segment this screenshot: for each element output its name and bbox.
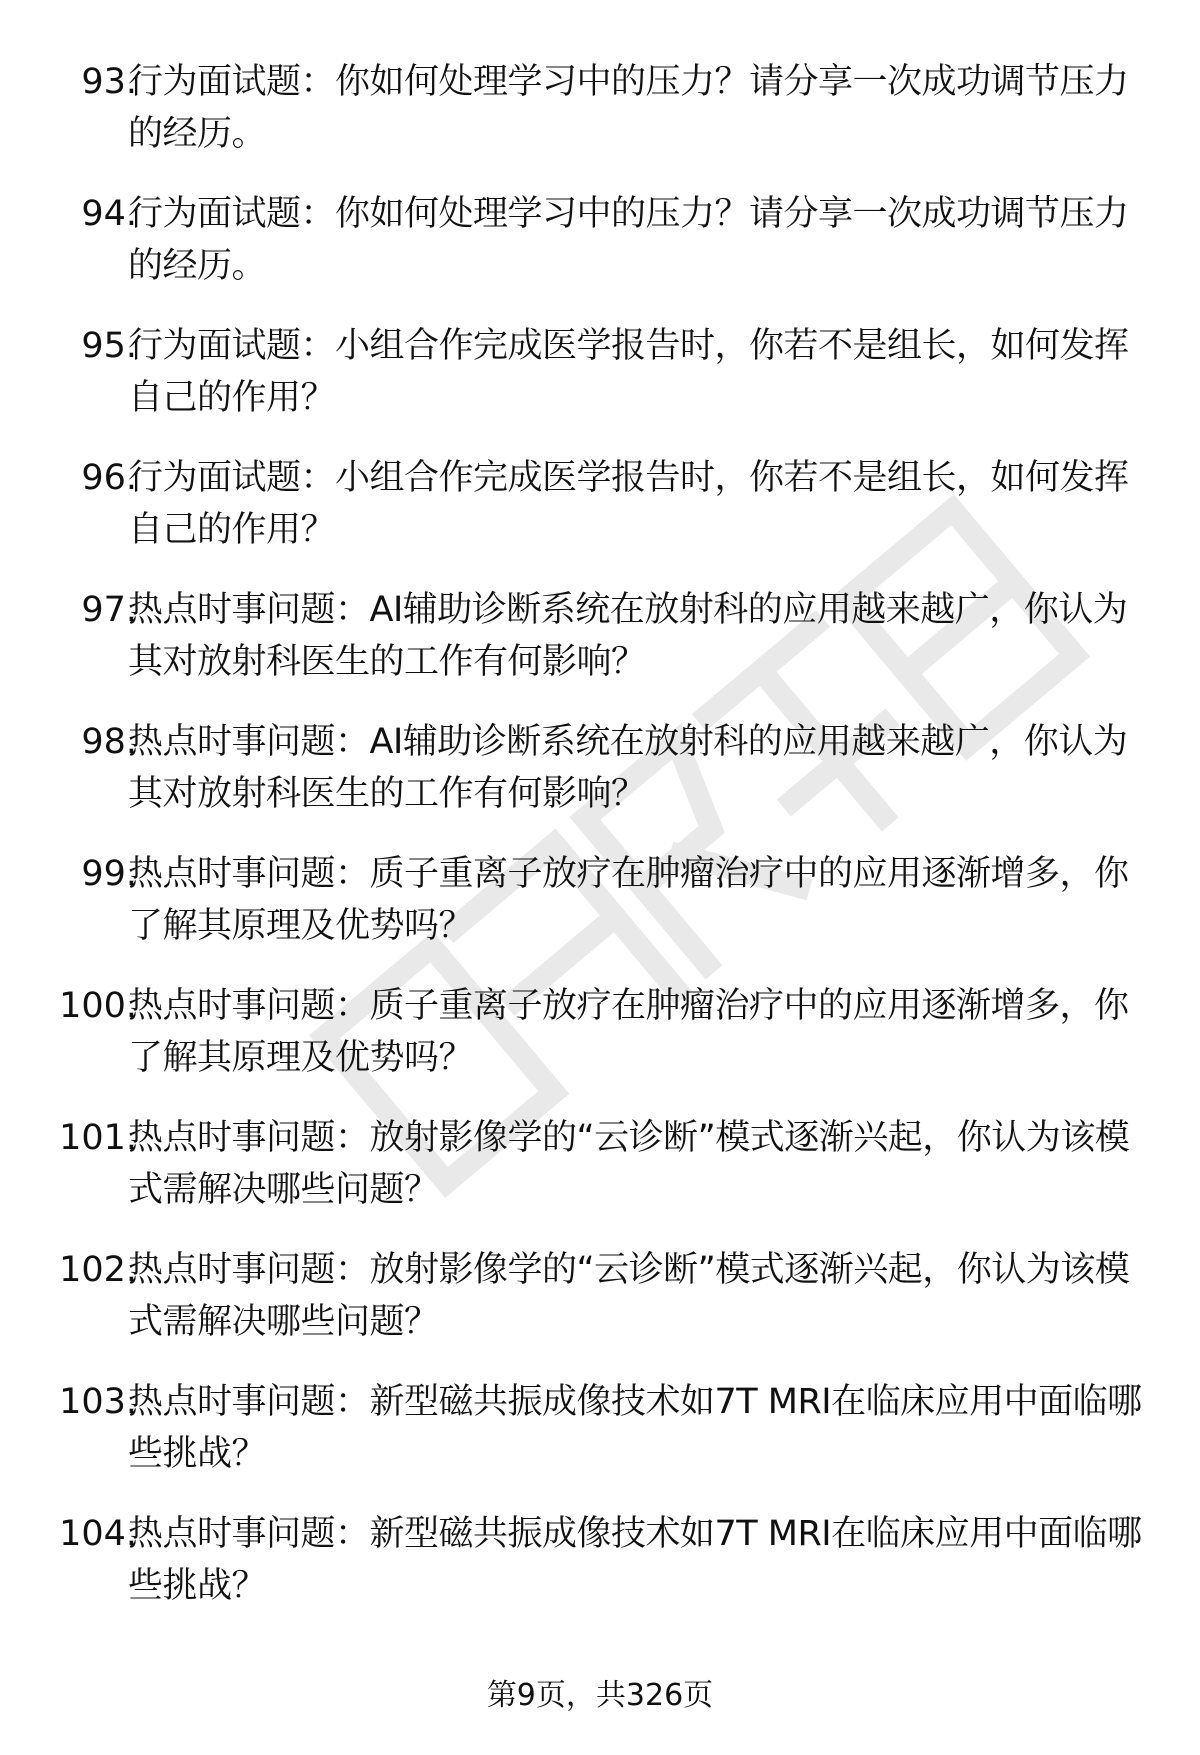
list-item [0,848,1200,980]
list-item [0,1244,1200,1376]
question-number: 98. [81,722,137,762]
list-item [0,584,1200,716]
question-text: 行为面试题：你如何处理学习中的压力？请分享一次成功调节压力的经历。 [128,62,1129,154]
question-text: 行为面试题：小组合作完成医学报告时，你若不是组长，如何发挥自己的作用？ [128,326,1129,418]
question-text: 热点时事问题：AI辅助诊断系统在放射科的应用越来越广，你认为其对放射科医生的工作有何影响？ [128,722,1128,814]
question-text: 热点时事问题：放射影像学的“云诊断”模式逐渐兴起，你认为该模式需解决哪些问题？ [128,1118,1130,1210]
list-item [0,56,1200,188]
list-item [0,188,1200,320]
question-number: 93. [81,62,137,102]
question-text: 行为面试题：小组合作完成医学报告时，你若不是组长，如何发挥自己的作用？ [128,458,1129,550]
list-item [0,452,1200,584]
list-item [0,1112,1200,1244]
question-number: 102. [59,1250,137,1290]
question-number: 103. [59,1382,137,1422]
question-number: 101. [59,1118,137,1158]
question-number: 94. [81,194,137,234]
list-item [0,1376,1200,1508]
question-text: 热点时事问题：质子重离子放疗在肿瘤治疗中的应用逐渐增多，你了解其原理及优势吗？ [128,986,1129,1078]
question-text: 热点时事问题：AI辅助诊断系统在放射科的应用越来越广，你认为其对放射科医生的工作有何影响？ [128,590,1128,682]
question-text: 热点时事问题：质子重离子放疗在肿瘤治疗中的应用逐渐增多，你了解其原理及优势吗？ [128,854,1129,946]
question-list [0,56,1200,1640]
question-text: 行为面试题：你如何处理学习中的压力？请分享一次成功调节压力的经历。 [128,194,1129,286]
question-number: 96. [81,458,137,498]
page-footer: 第9页，共326页 [486,1678,714,1713]
question-number: 99. [81,854,137,894]
question-number: 104. [59,1514,137,1554]
question-number: 97. [81,590,137,630]
question-text: 热点时事问题：新型磁共振成像技术如7T MRI在临床应用中面临哪些挑战？ [128,1382,1142,1474]
list-item [0,320,1200,452]
question-text: 热点时事问题：放射影像学的“云诊断”模式逐渐兴起，你认为该模式需解决哪些问题？ [128,1250,1130,1342]
list-item [0,980,1200,1112]
list-item [0,716,1200,848]
question-number: 95. [81,326,137,366]
question-number: 100. [59,986,137,1026]
question-text: 热点时事问题：新型磁共振成像技术如7T MRI在临床应用中面临哪些挑战？ [128,1514,1142,1606]
list-item [0,1508,1200,1640]
